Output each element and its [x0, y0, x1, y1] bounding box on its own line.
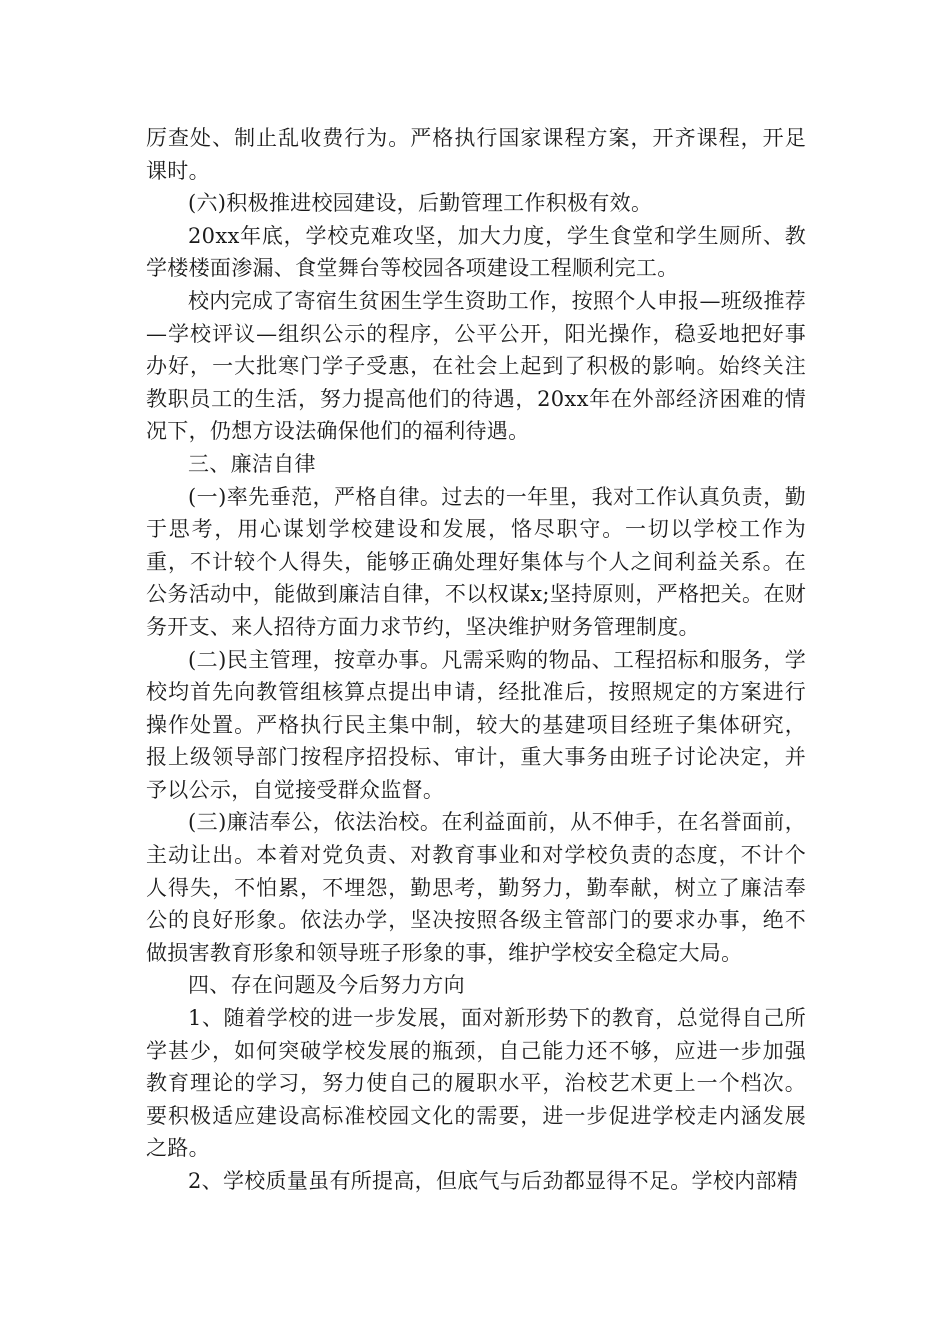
paragraph-student-aid: 校内完成了寄宿生贫困生学生资助工作，按照个人申报—班级推荐—学校评议—组织公示的程序，公平公开，阳光操作，稳妥地把好事办好，一大批寒门学子受惠，在社会上起到了积极的影响。始终关注教职员工的生活，努力提高他们的待遇，20xx年在外部经济困难的情况下，仍想方设法确保他们的福利待遇。: [146, 288, 806, 444]
document-page: [146, 122, 806, 1198]
section-heading-campus-construction: (六)积极推进校园建设，后勤管理工作积极有效。: [188, 191, 653, 216]
section-heading-integrity: 三、廉洁自律: [188, 451, 316, 476]
paragraph-rule-of-law: (三)廉洁奉公，依法治校。在利益面前，从不伸手，在名誉面前，主动让出。本着对党负责、对教育事业和对学校负责的态度，不计个人得失，不怕累，不埋怨，勤思考，勤努力，勤奉献，树立了廉洁奉公的良好形象。依法办学，坚决按照各级主管部门的要求办事，绝不做损害教育形象和领导班子形象的事，维护学校安全稳定大局。: [146, 810, 806, 965]
paragraph-democratic-management: (二)民主管理，按章办事。凡需采购的物品、工程招标和服务，学校均首先向教管组核算点提出申请，经批准后，按照规定的方案进行操作处置。严格执行民主集中制，较大的基建项目经班子集体研究，报上级领导部门按程序招投标、审计，重大事务由班子讨论决定，并予以公示，自觉接受群众监督。: [146, 647, 806, 802]
section-heading-problems: 四、存在问题及今后努力方向: [188, 973, 465, 998]
paragraph-problem-2: 2、学校质量虽有所提高，但底气与后劲都显得不足。学校内部精: [188, 1169, 799, 1193]
paragraph-self-discipline: (一)率先垂范，严格自律。过去的一年里，我对工作认真负责，勤于思考，用心谋划学校建设和发展，恪尽职守。一切以学校工作为重，不计较个人得失，能够正确处理好集体与个人之间利益关系。在公务活动中，能做到廉洁自律，不以权谋x;坚持原则，严格把关。在财务开支、来人招待方面力求节约，坚决维护财务管理制度。: [146, 484, 806, 639]
paragraph-problem-1: 1、随着学校的进一步发展，面对新形势下的教育，总觉得自己所学甚少，如何突破学校发展的瓶颈，自己能力还不够，应进一步加强教育理论的学习，努力使自己的履职水平，治校艺术更上一个档次。要积极适应建设高标准校园文化的需要，进一步促进学校走内涵发展之路。: [146, 1006, 806, 1161]
paragraph-continuation: 厉查处、制止乱收费行为。严格执行国家课程方案，开齐课程，开足课时。: [146, 126, 806, 183]
paragraph-construction-projects: 20xx年底，学校克难攻坚，加大力度，学生食堂和学生厕所、教学楼楼面渗漏、食堂舞台等校园各项建设工程顺利完工。: [146, 223, 806, 281]
